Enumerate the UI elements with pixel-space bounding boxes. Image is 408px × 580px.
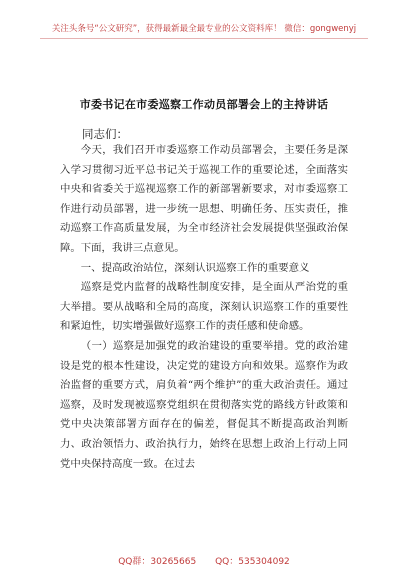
salutation: 同志们：: [82, 127, 128, 141]
paragraph-intro: 今天，我们召开市委巡察工作动员部署会，主要任务是深入学习贯彻习近平总书记关于巡视工作的重要论述，全面落实中央和省委关于巡视巡察工作的新部署新要求，对市委巡察工作进行动员部署，进一步统一思想、明确任务、压实责任，推动巡察工作高质量发展，为全市经济社会发展提供坚强政治保障。下面，我讲三点意见。: [60, 144, 348, 254]
document-body: [60, 141, 348, 474]
paragraph-significance: 巡察是党内监督的战略性制度安排，是全面从严治党的重大举措。要从战略和全局的高度，深刻认识巡察工作的重要性和紧迫性，切实增强做好巡察工作的责任感和使命感。: [60, 281, 348, 333]
footer-qq-group: QQ群：30265665: [118, 557, 197, 567]
footer-contact: [0, 554, 408, 567]
document-title: 市委书记在市委巡察工作动员部署会上的主持讲话: [79, 98, 329, 111]
header-divider: [40, 38, 368, 39]
footer-qq: QQ：535304092: [215, 557, 290, 567]
paragraph-political-construction: （一）巡察是加强党的政治建设的重要举措。党的政治建设是党的根本性建设，决定党的建设方向和效果。巡察作为政治监督的重要方式，肩负着“两个维护”的重大政治责任。通过巡察，及时发现被巡察党组织在贯彻落实党的路线方针政策和党中央决策部署方面存在的偏差，督促其不断提高政治判断力、政治领悟力、政治执行力，始终在思想上政治上行动上同党中央保持高度一致。在过去: [60, 339, 348, 470]
section-heading: 一、提高政治站位，深刻认识巡察工作的重要意义: [80, 261, 310, 274]
header-banner: 关注头条号“公文研究”，获得最新最全最专业的公文资料库！ 微信：gongwenyj: [51, 24, 357, 34]
